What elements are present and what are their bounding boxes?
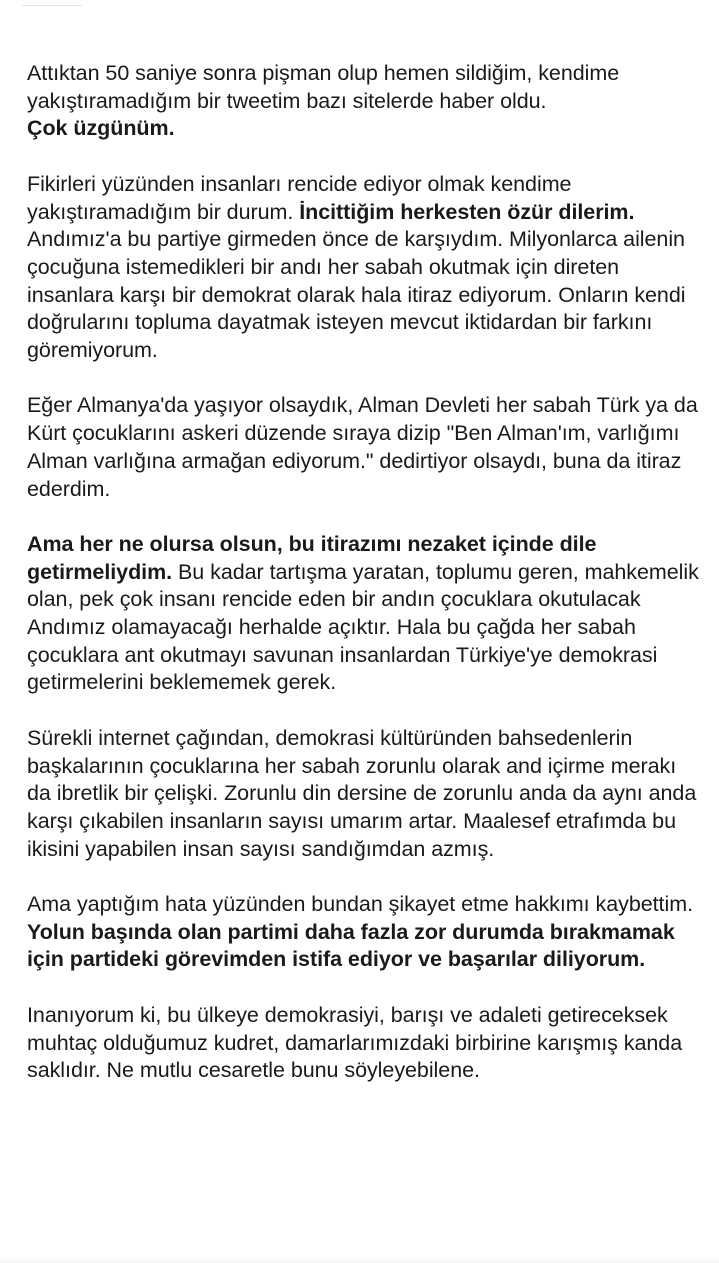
- body-text: Bu kadar tartışma yaratan, toplumu geren, mahkemelik olan, pek çok insanı rencide eden bir andın çocuklara okutulacak Andımız olamayacağı herhalde açıktır. Hala bu çağda her sabah çocuklara ant okutmayı savunan insanlardan Türkiye'ye demokrasi getirmelerini beklememek gerek.: [27, 559, 699, 695]
- emphasized-text: İncittiğim herkesten özür dilerim.: [299, 199, 635, 224]
- body-text: Inanıyorum ki, bu ülkeye demokrasiyi, barışı ve adaleti getireceksek muhtaç olduğumuz kudret, damarlarımızdaki birbirine karışmış kanda saklıdır. Ne mutlu cesaretle bunu söyleyebilene.: [27, 1002, 683, 1083]
- statement-paragraph: [27, 60, 701, 143]
- bottom-edge-shadow: [0, 1257, 719, 1263]
- emphasized-text: Çok üzgünüm.: [27, 116, 175, 141]
- statement-paragraph: [27, 1002, 701, 1085]
- body-text: Ama yaptığım hata yüzünden bundan şikayet etme hakkımı kaybettim.: [27, 892, 693, 917]
- statement-paragraph: [27, 392, 701, 503]
- top-edge-divider: [22, 0, 82, 6]
- statement-paragraph: [27, 531, 701, 697]
- statement-paragraph: [27, 725, 701, 864]
- body-text: Eğer Almanya'da yaşıyor olsaydık, Alman Devleti her sabah Türk ya da Kürt çocuklarını askeri düzende sıraya dizip "Ben Alman'ım, varlığımı Alman varlığına armağan ediyorum." dedirtiyor olsaydı, buna da itiraz ederdim.: [27, 393, 698, 501]
- body-text: Attıktan 50 saniye sonra pişman olup hemen sildiğim, kendime yakıştıramadığım bir tweetim bazı sitelerde haber oldu.: [27, 61, 620, 113]
- emphasized-text: Yolun başında olan partimi daha fazla zor durumda bırakmamak için partideki görevimden istifa ediyor ve başarılar diliyorum.: [27, 919, 675, 972]
- body-text: Andımız'a bu partiye girmeden önce de karşıydım. Milyonlarca ailenin çocuğuna istemedikleri bir andı her sabah okutmak için direten insanlara karşı bir demokrat olarak hala itiraz ediyorum. Onların kendi doğrularını topluma dayatmak isteyen mevcut iktidardan bir farkını göremiyorum.: [27, 227, 686, 363]
- body-text: Fikirleri yüzünden insanları rencide ediyor olmak kendime yakıştıramadığım bir durum.: [27, 171, 572, 224]
- statement-paragraph: [27, 171, 701, 365]
- statement-text: [27, 60, 701, 1085]
- statement-paragraph: [27, 891, 701, 974]
- body-text: Sürekli internet çağından, demokrasi kültüründen bahsedenlerin başkalarının çocuklarına her sabah zorunlu olarak and içirme merakı da ibretlik bir çelişki. Zorunlu din dersine de zorunlu anda da aynı anda karşı çıkabilen insanların sayısı umarım artar. Maalesef etrafımda bu ikisini yapabilen insan sayısı sandığımdan azmış.: [27, 725, 697, 861]
- emphasized-text: Ama her ne olursa olsun, bu itirazımı nezaket içinde dile getirmeliydim.: [27, 531, 597, 584]
